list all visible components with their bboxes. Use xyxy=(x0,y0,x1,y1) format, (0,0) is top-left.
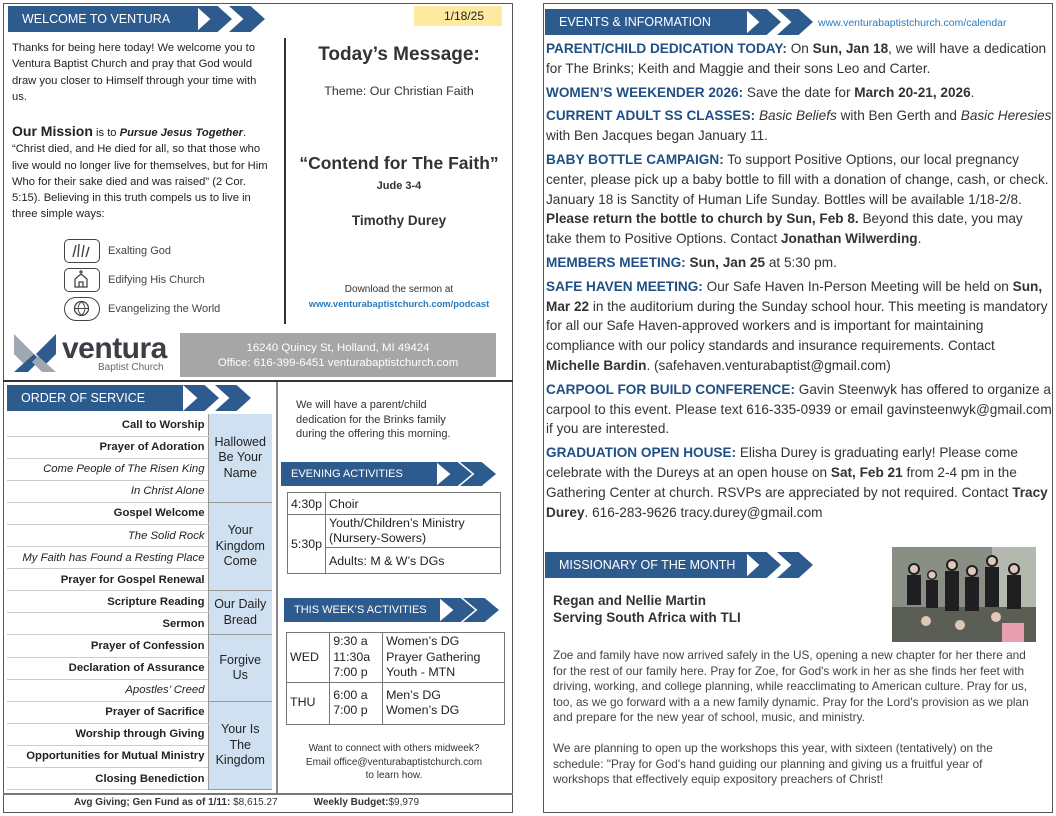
activity-cell: Choir xyxy=(326,493,501,515)
event-item: PARENT/CHILD DEDICATION TODAY: On Sun, Jan 18, we will have a dedication for The Brinks; Keith and Maggie and their sons Leo and Carter. xyxy=(546,41,1047,76)
service-item: Prayer of Confession xyxy=(7,635,208,657)
hands-raised-icon xyxy=(64,239,100,263)
activity-cell xyxy=(383,633,505,683)
speaker-name: Timothy Durey xyxy=(351,213,447,228)
day-cell: WED xyxy=(287,633,330,683)
service-item: In Christ Alone xyxy=(7,480,208,502)
giving-footer xyxy=(74,797,419,808)
connect-line: to learn how. xyxy=(365,770,423,781)
events-list xyxy=(546,39,1052,526)
missionary-role: Serving South Africa with TLI xyxy=(553,610,741,625)
message-title: Today’s Message: xyxy=(318,44,480,65)
sermon-title: “Contend for The Faith” xyxy=(299,153,499,173)
missionary-paragraph: Zoe and family have now arrived safely in the US, opening a new chapter for her there and for the rest of our family here. Pray for Zoe, for God's work in her as she finds her feet with driving, working, and college planning, while reacclimating to American culture. Pray for us, too, as we go forward with a a new family dynamic. Pray for the Lord's provision as we plan and prepare for the new year of school, music, and ministry. xyxy=(553,648,1029,725)
service-theme: Your Is The Kingdom xyxy=(208,701,272,789)
missionary-heading xyxy=(553,592,741,626)
missionary-paragraph: We are planning to open up the workshops this year, with sixteen (tentatively) on the schedule: "Pray for God's hand guiding our planning and giving us a fruitful year of workshops that effectively equip expository preachers of Christ! xyxy=(553,740,993,787)
service-theme: Hallowed Be Your Name xyxy=(208,414,272,502)
budget-label: Weekly Budget: xyxy=(313,797,389,808)
connect-line: Email office@venturabaptistchurch.com xyxy=(305,756,483,768)
missionary-name: Regan and Nellie Martin xyxy=(553,593,707,608)
time-text: 7:00 p xyxy=(333,703,368,717)
logo-subtitle: Baptist Church xyxy=(98,362,164,373)
time-text: 6:00 a xyxy=(333,687,368,702)
activity-cell: Youth/Children’s Ministry (Nursery-Sowers) xyxy=(326,515,501,548)
service-item: Prayer of Sacrifice xyxy=(7,701,208,723)
mission-is: is to xyxy=(92,127,120,139)
dedication-note: We will have a parent/child dedication for the Brinks family during the offering this morning. xyxy=(296,399,451,440)
week-banner xyxy=(284,598,440,622)
service-row xyxy=(7,635,272,657)
events-banner xyxy=(545,9,747,35)
way-evangelizing xyxy=(64,294,220,323)
service-row xyxy=(7,701,272,723)
mission-heading: Our Mission xyxy=(12,123,93,139)
service-theme: Your Kingdom Come xyxy=(208,502,272,590)
church-building-icon xyxy=(64,268,100,292)
church-address: 16240 Quincy St, Holland, MI 49424 xyxy=(246,342,430,354)
service-item: Opportunities for Mutual Ministry xyxy=(7,745,208,767)
service-row xyxy=(7,414,272,436)
activity-text: Men’s DG xyxy=(386,687,441,702)
week-activities-table xyxy=(286,632,505,725)
way-edifying xyxy=(64,265,220,294)
church-office: Office: 616-399-6451 venturabaptistchurch.com xyxy=(217,357,459,369)
welcome-banner xyxy=(8,6,198,32)
giving-value: $8,615.27 xyxy=(233,797,278,808)
time-cell xyxy=(330,682,383,724)
activity-cell xyxy=(383,682,505,724)
three-ways-list xyxy=(64,236,220,323)
way-label: Exalting God xyxy=(108,244,171,257)
missionary-letter xyxy=(553,648,1041,788)
time-cell xyxy=(330,633,383,683)
event-item: CARPOOL FOR BUILD CONFERENCE: Gavin Steenwyk has offered to organize a carpool to this event. Please text 616-335-0939 or email gavinsteenwyk@gmail.com if you are interested. xyxy=(546,381,1052,437)
service-item: Closing Benediction xyxy=(7,768,208,790)
event-item: MEMBERS MEETING: Sun, Jan 25 at 5:30 pm. xyxy=(546,254,837,270)
footer-divider xyxy=(3,793,513,795)
section-divider xyxy=(3,380,513,382)
activity-text: Youth - MTN xyxy=(386,665,456,679)
welcome-banner-label: WELCOME TO VENTURA xyxy=(22,12,171,26)
event-item: WOMEN’S WEEKENDER 2026: Save the date for March 20-21, 2026. xyxy=(546,84,975,100)
download-text: Download the sermon at xyxy=(344,284,454,295)
service-item: Come People of The Risen King xyxy=(7,458,208,480)
ventura-logo xyxy=(10,330,180,378)
logo-name: ventura xyxy=(62,332,167,365)
service-theme: Forgive Us xyxy=(208,635,272,701)
event-item: SAFE HAVEN MEETING: Our Safe Haven In-Person Meeting will be held on Sun, Mar 22 in the auditorium during the Sunday school hour. This meeting is mandatory for all our Safe Haven-approved workers and is important for maintaining compliance with our policy standards and insurance requirements. Contact Michelle Bardin. (safehaven.venturabaptist@gmail.com) xyxy=(546,278,1048,373)
service-theme: Our Daily Bread xyxy=(208,591,272,635)
service-item: Declaration of Assurance xyxy=(7,657,208,679)
activity-text: Women’s DG xyxy=(386,703,460,717)
event-item: GRADUATION OPEN HOUSE: Elisha Durey is graduating early! Please come celebrate with the Dureys at an open house on Sat, Feb 21 from 2-4 pm in the Gathering Center at church. RSVPs are appreciated by not required. Contact Tracy Durey. 616-283-9626 tracy.durey@gmail.com xyxy=(546,445,1048,520)
service-row xyxy=(7,502,272,524)
sermon-reference: Jude 3-4 xyxy=(376,180,422,192)
column-divider xyxy=(276,382,278,793)
missionary-banner-label: MISSIONARY OF THE MONTH xyxy=(559,558,736,572)
column-divider xyxy=(284,38,286,324)
time-cell: 4:30p xyxy=(288,493,326,515)
order-banner xyxy=(7,385,183,411)
evening-banner-label: EVENING ACTIVITIES xyxy=(291,468,403,480)
connect-note xyxy=(282,742,506,783)
bulletin-date: 1/18/25 xyxy=(414,6,502,26)
service-item: Sermon xyxy=(7,613,208,635)
day-cell: THU xyxy=(287,682,330,724)
activity-cell: Adults: M & W’s DGs xyxy=(326,548,501,574)
time-text: 11:30a xyxy=(333,649,371,664)
order-banner-label: ORDER OF SERVICE xyxy=(21,391,146,405)
giving-label: Avg Giving; Gen Fund as of 1/11: xyxy=(74,797,231,808)
message-theme: Theme: Our Christian Faith xyxy=(324,84,474,98)
event-item: CURRENT ADULT SS CLASSES: Basic Beliefs with Ben Gerth and Basic Heresies with Ben Jacques began January 11. xyxy=(546,108,1052,144)
event-item: BABY BOTTLE CAMPAIGN: To support Positive Options, our local pregnancy center, please pick up a baby bottle to fill with a donation of change, cash, or check. January 18 is Sanctity of Human Life Sunday. Bottles will be available 1/18-2/8. Please return the bottle to church by Sun, Feb 8. Beyond this date, you may take them to Positive Options. Contact Jonathan Wilwerding. xyxy=(546,151,1049,247)
time-cell: 5:30p xyxy=(288,515,326,574)
service-row xyxy=(7,591,272,613)
budget-value: $9,979 xyxy=(388,797,420,808)
missionary-family-photo xyxy=(892,547,1036,642)
week-banner-label: THIS WEEK’S ACTIVITIES xyxy=(294,604,427,616)
globe-icon xyxy=(64,297,100,321)
service-item: The Solid Rock xyxy=(7,524,208,546)
service-item: Call to Worship xyxy=(7,414,208,436)
time-text: 7:00 p xyxy=(333,665,368,679)
service-item: My Faith has Found a Resting Place xyxy=(7,547,208,569)
service-item: Apostles’ Creed xyxy=(7,679,208,701)
activity-text: Prayer Gathering xyxy=(386,649,481,664)
calendar-link[interactable]: www.venturabaptistchurch.com/calendar xyxy=(818,17,1007,29)
church-address-block xyxy=(180,333,496,377)
activity-text: Women’s DG xyxy=(386,634,460,648)
way-label: Evangelizing the World xyxy=(108,302,221,315)
order-of-service-table xyxy=(7,414,272,790)
missionary-banner xyxy=(545,552,747,578)
way-label: Edifying His Church xyxy=(108,273,205,286)
service-item: Worship through Giving xyxy=(7,723,208,745)
mission-statement xyxy=(12,123,274,223)
connect-line: Want to connect with others midweek? xyxy=(308,743,480,754)
evening-banner xyxy=(281,462,437,486)
service-item: Gospel Welcome xyxy=(7,502,208,524)
events-banner-label: EVENTS & INFORMATION xyxy=(559,15,711,29)
way-exalting xyxy=(64,236,220,265)
mission-text: . “Christ died, and He died for all, so that those who live would no longer live for themselves, but for Him Who for their sake died and was raised” (2 Cor. 5:15). Believing in this truth compels us to live in three simple ways: xyxy=(12,127,268,221)
service-item: Scripture Reading xyxy=(7,591,208,613)
evening-activities-table xyxy=(287,492,501,574)
time-text: 9:30 a xyxy=(333,634,368,648)
podcast-link[interactable]: www.venturabaptistchurch.com/podcast xyxy=(308,298,490,309)
ventura-x-logo-icon xyxy=(10,330,60,376)
mission-motto: Pursue Jesus Together xyxy=(119,127,243,139)
welcome-text: Thanks for being here today! We welcome you to Ventura Baptist Church and pray that God would draw you closer to Himself through your time with us. xyxy=(12,42,257,103)
service-item: Prayer of Adoration xyxy=(7,436,208,458)
service-item: Prayer for Gospel Renewal xyxy=(7,569,208,591)
